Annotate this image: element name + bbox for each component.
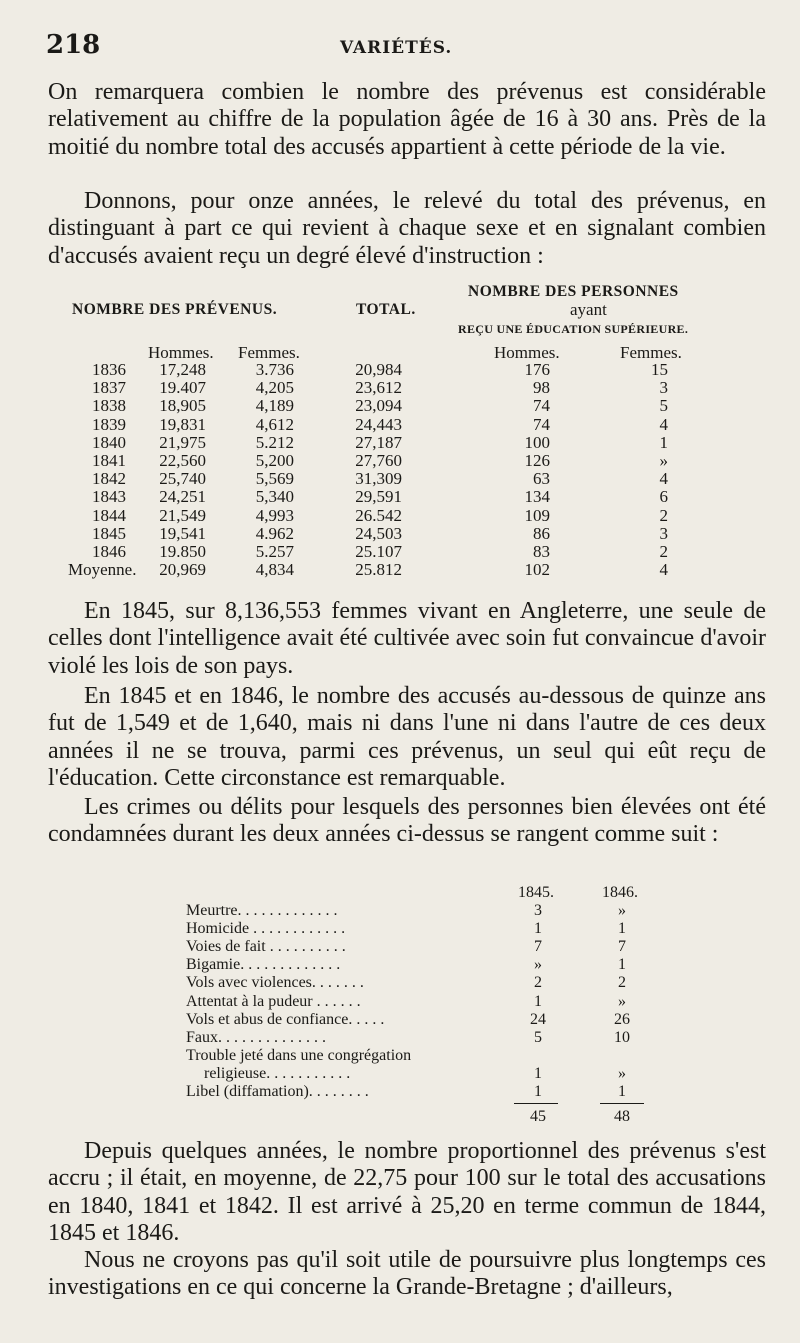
crime-label: Libel (diffamation). . . . . . . .: [186, 1083, 369, 1100]
cell-educ-femmes: 5: [659, 396, 668, 416]
cell-total: 23,612: [355, 378, 402, 398]
cell-hommes: 18,905: [159, 396, 206, 416]
cell-educ-femmes: 2: [659, 542, 668, 561]
cell-year: 1839: [92, 414, 126, 434]
crime-label: Trouble jeté dans une congrégation: [186, 1046, 412, 1064]
crime-label: Voies de fait . . . . . . . . . .: [186, 938, 346, 956]
cell-femmes: 3.736: [255, 360, 294, 379]
cell-hommes: 19.850: [159, 542, 206, 561]
paragraph-depuis: Depuis quelques années, le nombre proportionnel des prévenus s'est accru ; il était, en moyenne, de 22,75 pour 100 sur le total des accusations en 1840, 1841 et 1842. Il est arrivé à 25,20 en terme commun de 1844, 1845 et 1846.: [48, 1138, 766, 1246]
header-education: REÇU UNE ÉDUCATION SUPÉRIEURE.: [458, 322, 689, 336]
crime-label: Bigamie. . . . . . . . . . . . .: [186, 956, 341, 974]
cell-femmes: 4,205: [255, 378, 294, 398]
cell-educ-femmes: 1: [659, 432, 668, 452]
page-number: 218: [46, 30, 101, 60]
cell-femmes: 5,200: [255, 451, 294, 470]
header-personnes: NOMBRE DES PERSONNES: [468, 283, 679, 300]
cell-year: 1845: [92, 523, 126, 543]
cell-hommes: 21,549: [159, 505, 206, 525]
cell-year: 1841: [92, 451, 126, 470]
header-prevenus: NOMBRE DES PRÉVENUS.: [72, 301, 278, 318]
cell-femmes: 4,834: [255, 560, 294, 580]
cell-educ-femmes: 3: [659, 378, 668, 398]
crime-value-1845: 1: [534, 920, 542, 938]
crime-value-1846: 1: [618, 1083, 626, 1100]
cell-total: 24,503: [355, 523, 402, 543]
cell-hommes: 22,560: [159, 451, 206, 470]
cell-educ-hommes: 74: [533, 414, 550, 434]
crime-value-1845: 1: [534, 1083, 542, 1100]
paragraph-accuses-quinze: En 1845 et en 1846, le nombre des accusés au-dessous de quinze ans fut de 1,549 et de 1,640, mais ni dans l'une ni dans l'autre de ces deux années il ne se trouva, parmi ces prévenus, un seul qui eût reçu de l'éducation. Cette circonstance est remarquable.: [48, 683, 766, 791]
header-ayant: ayant: [570, 300, 607, 319]
col-1846: 1846.: [602, 884, 638, 901]
cell-educ-hommes: 134: [524, 487, 550, 507]
crime-label: Vols et abus de confiance. . . . .: [186, 1010, 385, 1028]
cell-educ-femmes: »: [659, 451, 668, 470]
cell-educ-femmes: 2: [659, 505, 668, 525]
cell-educ-hommes: 102: [524, 560, 550, 580]
crime-value-1846: 2: [618, 974, 626, 992]
cell-hommes: 19,541: [159, 523, 206, 543]
cell-total: 26.542: [355, 505, 402, 525]
cell-educ-femmes: 4: [659, 414, 668, 434]
cell-femmes: 5,340: [255, 487, 294, 507]
header-total: TOTAL.: [356, 301, 416, 318]
cell-year: 1837: [92, 378, 126, 398]
crime-value-1846: »: [618, 1064, 626, 1082]
crime-value-1845: 1: [534, 1064, 542, 1082]
crime-label: Meurtre. . . . . . . . . . . . .: [186, 902, 338, 919]
cell-educ-hommes: 74: [533, 396, 550, 416]
cell-hommes: 25,740: [159, 469, 206, 489]
crime-value-1845: 24: [530, 1010, 546, 1028]
cell-hommes: 19,831: [159, 414, 206, 434]
crime-label: Faux. . . . . . . . . . . . . .: [186, 1028, 326, 1046]
col-hommes: Hommes.: [148, 343, 214, 362]
cell-year: 1842: [92, 469, 126, 489]
cell-educ-hommes: 176: [524, 360, 550, 379]
cell-year: 1843: [92, 487, 126, 507]
cell-total: 27,187: [355, 432, 402, 452]
cell-year: 1838: [92, 396, 126, 416]
paragraph-1845-femmes: En 1845, sur 8,136,553 femmes vivant en Angleterre, une seule de celles dont l'intelligence avait été cultivée avec soin fut convaincue d'avoir violé les lois de son pays.: [48, 598, 766, 679]
cell-educ-hommes: 63: [533, 469, 550, 489]
cell-educ-femmes: 3: [659, 523, 668, 543]
cell-year: 1846: [92, 542, 126, 561]
crime-value-1846: »: [618, 902, 626, 919]
crime-value-1846: »: [618, 992, 626, 1010]
cell-total: 20,984: [355, 360, 402, 379]
cell-year: 1840: [92, 432, 126, 452]
cell-femmes: 4,993: [255, 505, 294, 525]
cell-educ-hommes: 83: [533, 542, 550, 561]
total-1846: 48: [614, 1108, 630, 1125]
cell-educ-hommes: 98: [533, 378, 550, 398]
cell-total: 24,443: [355, 414, 402, 434]
running-title: VARIÉTÉS.: [340, 38, 453, 58]
crime-value-1845: 3: [534, 902, 542, 919]
cell-year: Moyenne.: [68, 560, 137, 580]
total-rule-1845: [514, 1103, 558, 1104]
cell-femmes: 4.962: [255, 523, 294, 543]
cell-femmes: 5.212: [255, 432, 294, 452]
total-1845: 45: [530, 1108, 546, 1125]
col-femmes-educ: Femmes.: [620, 343, 682, 362]
cell-femmes: 4,189: [255, 396, 294, 416]
cell-hommes: 21,975: [159, 432, 206, 452]
crime-value-1845: 7: [534, 938, 542, 956]
cell-hommes: 17,248: [159, 360, 206, 379]
page-header: [46, 30, 746, 62]
crime-value-1846: 10: [614, 1028, 630, 1046]
cell-hommes: 19.407: [159, 378, 206, 398]
cell-total: 27,760: [355, 451, 402, 470]
paragraph-donnons: Donnons, pour onze années, le relevé du total des prévenus, en distinguant à part ce qui revient à chaque sexe et en signalant combien d'accusés avaient reçu un degré élevé d'instruction :: [48, 188, 766, 269]
cell-total: 29,591: [355, 487, 402, 507]
crime-value-1846: 1: [618, 956, 626, 974]
cell-total: 31,309: [355, 469, 402, 489]
cell-educ-femmes: 4: [659, 469, 668, 489]
crime-value-1846: 26: [614, 1010, 630, 1028]
cell-femmes: 5,569: [255, 469, 294, 489]
cell-hommes: 20,969: [159, 560, 206, 580]
cell-educ-hommes: 109: [524, 505, 550, 525]
crime-value-1845: 5: [534, 1028, 542, 1046]
crime-value-1846: 1: [618, 920, 626, 938]
cell-educ-femmes: 4: [659, 560, 668, 580]
cell-femmes: 5.257: [255, 542, 294, 561]
cell-total: 25.107: [355, 542, 402, 561]
cell-educ-hommes: 86: [533, 523, 550, 543]
cell-total: 23,094: [355, 396, 402, 416]
crime-label: Homicide . . . . . . . . . . . .: [186, 920, 346, 938]
cell-total: 25.812: [355, 560, 402, 580]
crime-label: Vols avec violences. . . . . . .: [186, 974, 364, 992]
cell-femmes: 4,612: [255, 414, 294, 434]
cell-hommes: 24,251: [159, 487, 206, 507]
crime-value-1845: 2: [534, 974, 542, 992]
cell-educ-hommes: 100: [524, 432, 550, 452]
cell-educ-hommes: 126: [524, 451, 550, 470]
paragraph-nous: Nous ne croyons pas qu'il soit utile de poursuivre plus longtemps ces investigations en ce qui concerne la Grande-Bretagne ; d'ailleurs,: [48, 1247, 766, 1301]
col-femmes: Femmes.: [238, 343, 300, 362]
col-hommes-educ: Hommes.: [494, 343, 560, 362]
cell-educ-femmes: 15: [651, 360, 668, 379]
paragraph-intro: On remarquera combien le nombre des prévenus est considérable relativement au chiffre de la population âgée de 16 à 30 ans. Près de la moitié du nombre total des accusés appartient à cette période de la vie.: [48, 79, 766, 160]
total-rule-1846: [600, 1103, 644, 1104]
crime-value-1845: 1: [534, 992, 542, 1010]
cell-educ-femmes: 6: [659, 487, 668, 507]
crime-label: religieuse. . . . . . . . . . .: [204, 1064, 351, 1082]
cell-year: 1844: [92, 505, 126, 525]
crime-value-1846: 7: [618, 938, 626, 956]
cell-year: 1836: [92, 360, 126, 379]
crime-label: Attentat à la pudeur . . . . . .: [186, 992, 361, 1010]
paragraph-crimes: Les crimes ou délits pour lesquels des personnes bien élevées ont été condamnées durant les deux années ci-dessus se rangent comme suit :: [48, 794, 766, 848]
col-1845: 1845.: [518, 884, 554, 901]
crime-value-1845: »: [534, 956, 542, 974]
